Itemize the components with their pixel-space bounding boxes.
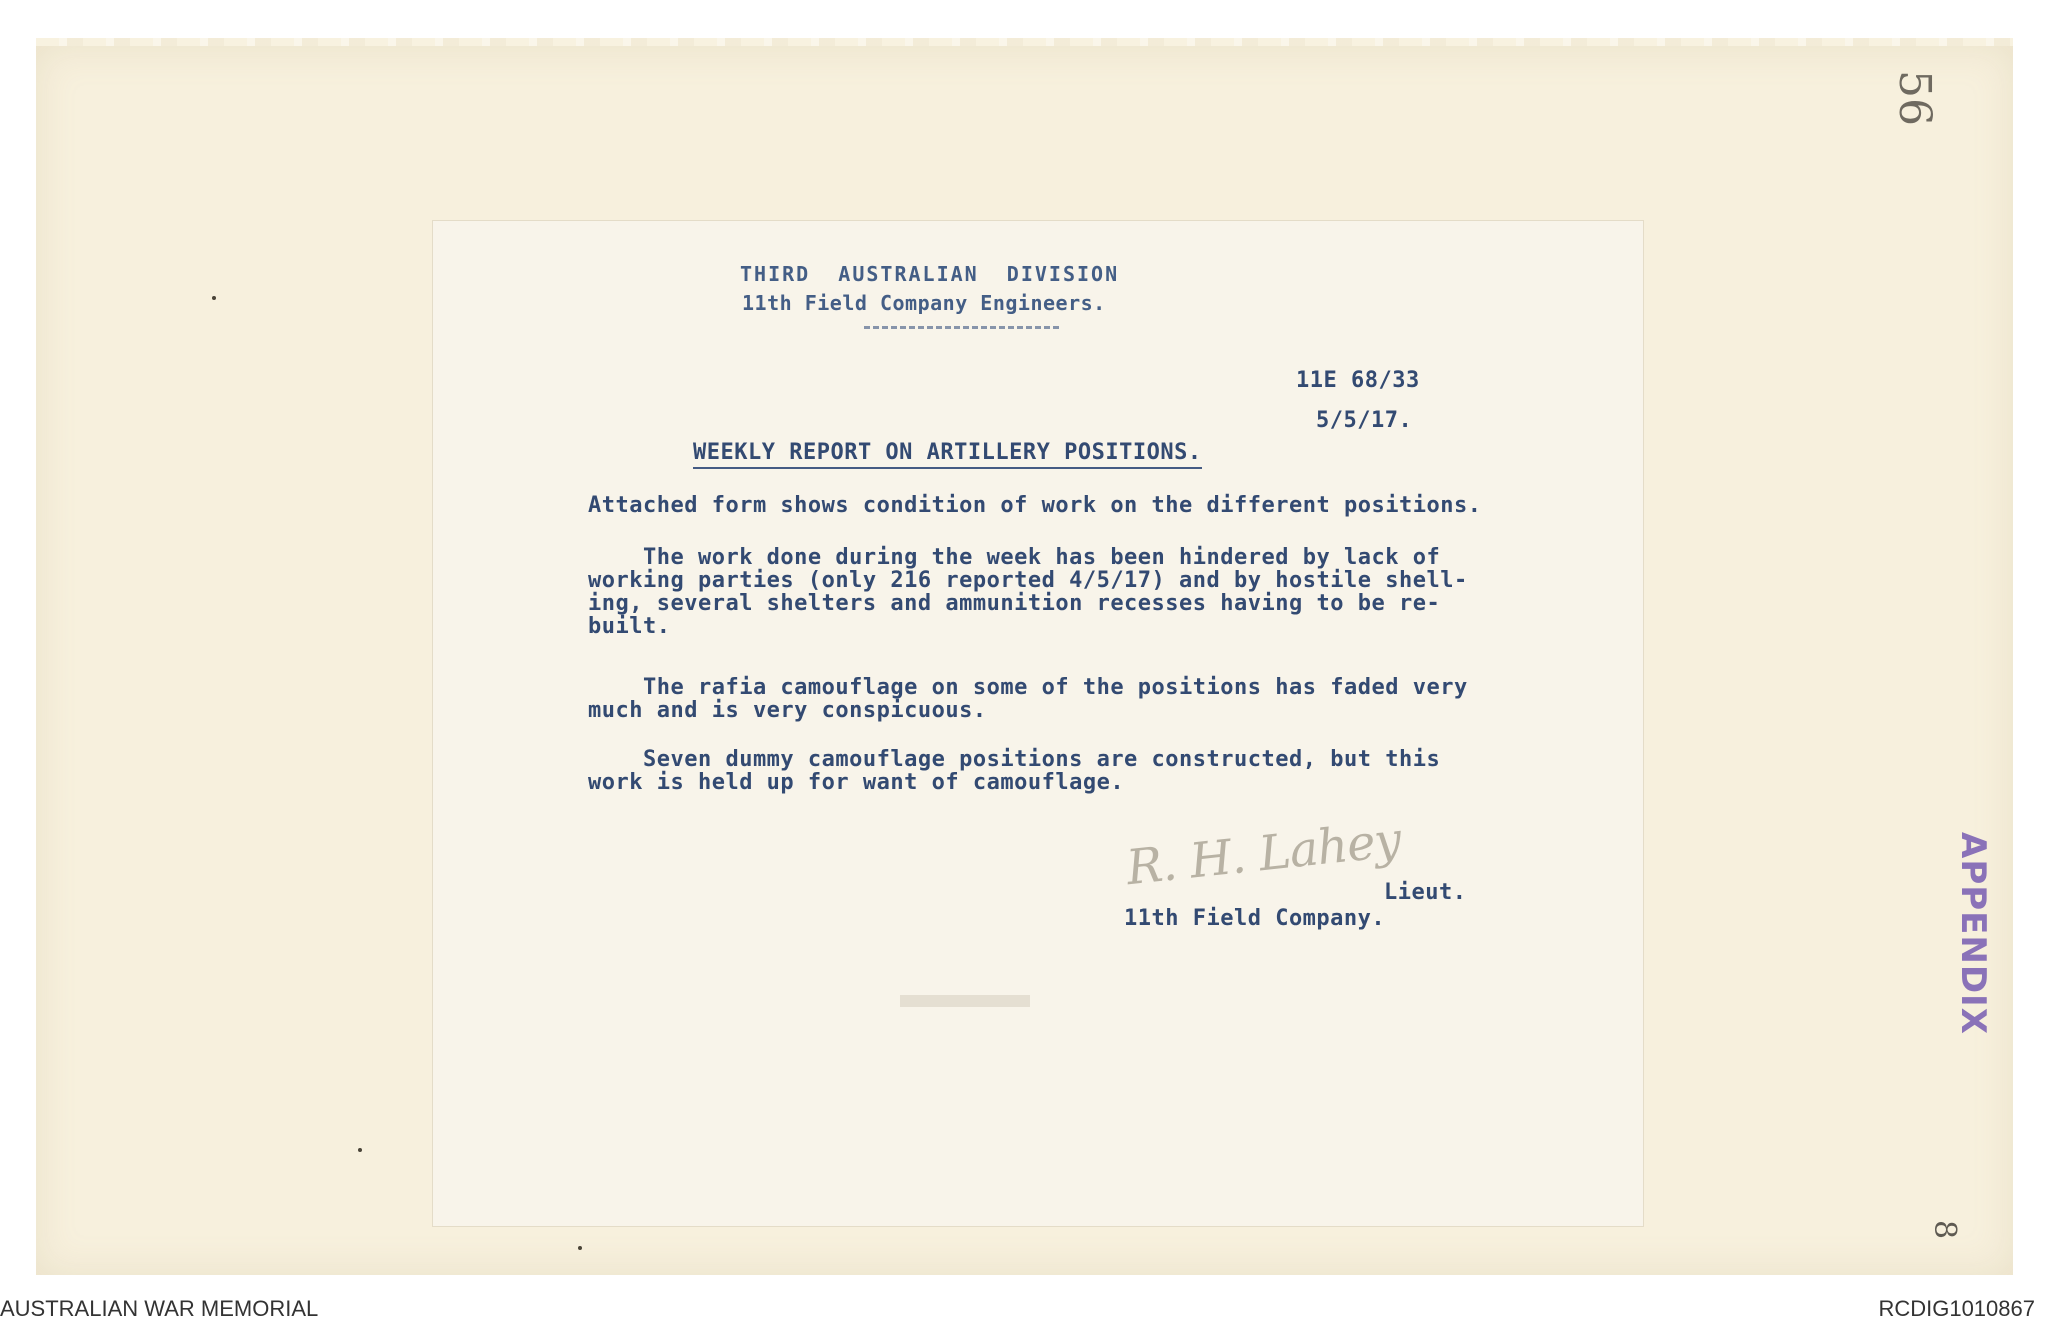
paragraph-2: The work done during the week has been hindered by lack of working parties (only 216 reported 4/5/17) and by hostile shell- ing, several shelters and ammunition recesses having to be re- built. — [588, 545, 1468, 639]
archive-page-number: 56 — [1889, 70, 1940, 126]
paper-speck — [212, 296, 216, 300]
signatory-unit: 11th Field Company. — [1124, 906, 1386, 931]
footer-record-id: RCDIG1010867 — [1878, 1296, 2035, 1321]
typed-report-paper — [432, 220, 1644, 1227]
paper-speck — [358, 1148, 362, 1152]
handwritten-signature: R. H. Lahey — [1123, 811, 1404, 897]
footer-institution: AUSTRALIAN WAR MEMORIAL — [0, 1296, 319, 1321]
paragraph-1: Attached form shows condition of work on the different positions. — [588, 493, 1482, 518]
signatory-rank: Lieut. — [1384, 880, 1467, 905]
report-title: WEEKLY REPORT ON ARTILLERY POSITIONS. — [693, 440, 1202, 469]
appendix-stamp: APPENDIX — [1953, 832, 1993, 1035]
reference-number: 11E 68/33 — [1296, 368, 1420, 393]
faint-ink-mark — [900, 995, 1030, 1007]
report-date: 5/5/17. — [1316, 408, 1413, 433]
paragraph-4: Seven dummy camouflage positions are constructed, but this work is held up for want of camouflage. — [588, 747, 1441, 795]
paragraph-3: The rafia camouflage on some of the positions has faded very much and is very conspicuous. — [588, 675, 1468, 723]
edge-page-number: 8 — [1927, 1220, 1962, 1240]
company-heading: 11th Field Company Engineers. — [742, 291, 1106, 315]
division-heading: THIRD AUSTRALIAN DIVISION — [740, 262, 1120, 286]
heading-divider — [864, 326, 1059, 329]
paper-speck — [578, 1246, 582, 1250]
